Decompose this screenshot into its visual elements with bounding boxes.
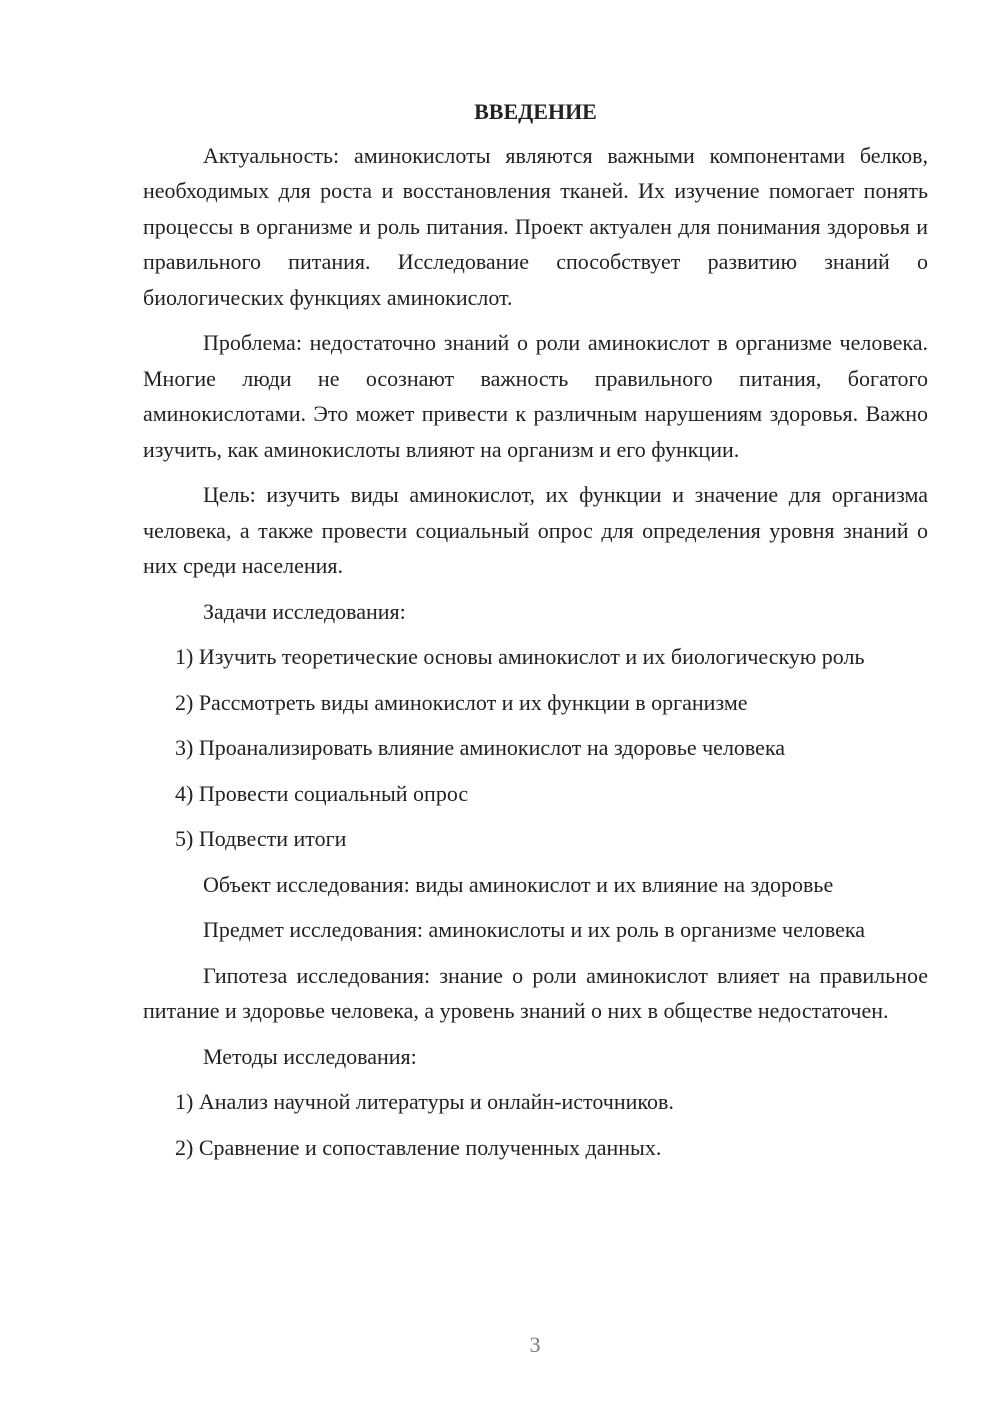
- tasks-heading: Задачи исследования:: [203, 598, 406, 624]
- object-paragraph: Объект исследования: виды аминокислот и их влияние на здоровье: [203, 871, 834, 897]
- task-item-5: 5) Подвести итоги: [175, 826, 347, 851]
- page-title: ВВЕДЕНИЕ: [474, 99, 597, 124]
- hypothesis-paragraph: Гипотеза исследования: знание о роли аминокислот влияет на правильное питание и здоровье человека, а уровень знаний о них в обществе недостаточен.: [143, 962, 928, 1023]
- methods-heading: Методы исследования:: [203, 1043, 417, 1069]
- relevance-paragraph: Актуальность: аминокислоты являются важными компонентами белков, необходимых для роста и восстановления тканей. Их изучение помогает понять процессы в организме и роль питания. Проект актуален для понимания здоровья и правильного питания. Исследование способствует развитию знаний о биологических функциях аминокислот.: [143, 142, 928, 310]
- task-item-1: 1) Изучить теоретические основы аминокислот и их биологическую роль: [175, 644, 865, 669]
- method-item-1: 1) Анализ научной литературы и онлайн-источников.: [175, 1089, 674, 1114]
- problem-paragraph: Проблема: недостаточно знаний о роли аминокислот в организме человека. Многие люди не осознают важность правильного питания, богатого аминокислотами. Это может привести к различным нарушениям здоровья. Важно изучить, как аминокислоты влияют на организм и его функции.: [143, 330, 928, 462]
- task-item-4: 4) Провести социальный опрос: [175, 780, 469, 806]
- task-item-2: 2) Рассмотреть виды аминокислот и их функции в организме: [175, 689, 748, 715]
- goal-paragraph: Цель: изучить виды аминокислот, их функции и значение для организма человека, а также провести социальный опрос для определения уровня знаний о них среди населения.: [143, 482, 928, 578]
- task-item-3: 3) Проанализировать влияние аминокислот на здоровье человека: [175, 735, 786, 760]
- document-body: [143, 94, 928, 1175]
- subject-paragraph: Предмет исследования: аминокислоты и их роль в организме человека: [203, 917, 865, 942]
- method-item-2: 2) Сравнение и сопоставление полученных данных.: [175, 1134, 662, 1160]
- page-number: 3: [529, 1332, 541, 1357]
